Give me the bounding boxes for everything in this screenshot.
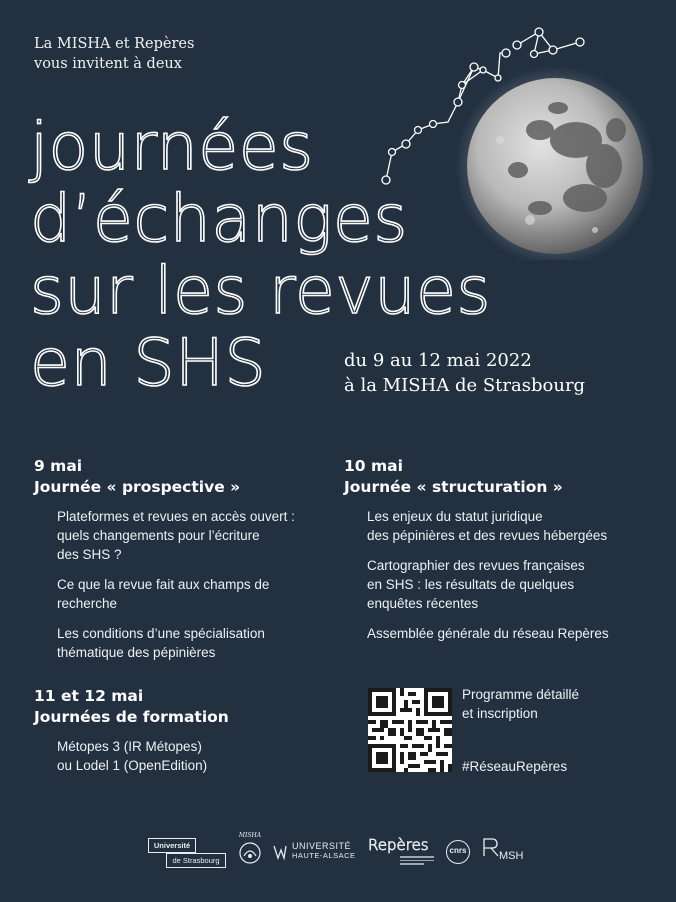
unistra-logo [148,838,226,868]
session-line: Assemblée générale du réseau Repères [367,626,609,641]
day-9-mai [34,456,295,673]
program-line-2: et inscription [462,706,538,721]
day-11-12-mai [34,686,229,786]
session-item [57,575,295,613]
msh-label: MSH [499,850,524,862]
dates-line-1: du 9 au 12 mai 2022 [344,350,532,371]
cnrs-label: cnrs [449,846,467,855]
event-dates [344,348,585,398]
session-line: Les conditions d’une spécialisation [57,626,265,641]
hashtag: #RéseauRepères [462,759,568,774]
session-line: enquêtes récentes [367,596,479,611]
intro-line-2: vous invitent à deux [34,56,182,72]
session-line: ou Lodel 1 (OpenEdition) [57,758,208,773]
day-name: Journée « structuration » [344,478,563,496]
unistra-bottom: de Strasbourg [166,853,226,868]
session-item [367,507,609,545]
day-name: Journées de formation [34,708,229,726]
program-info [462,685,579,723]
msh-logo [482,836,526,868]
session-item [367,556,609,613]
session-line: recherche [57,596,118,611]
program-line-1: Programme détaillé [462,687,580,702]
session-line: en SHS : les résultats de quelques [367,577,575,592]
title-line-3: sur les revues [30,254,491,329]
session-line: Plateformes et revues en accès ouvert : [57,509,295,524]
partner-logos [0,832,676,872]
reperes-logo [368,836,438,870]
uha-logo [272,840,362,864]
day-name: Journée « prospective » [34,478,241,496]
misha-logo [236,832,264,868]
title-line-4: en SHS [30,326,267,401]
day-date: 10 mai [344,457,403,475]
session-line: des SHS ? [57,547,122,562]
reperes-subtext [400,856,434,866]
cnrs-logo [446,840,470,864]
day-date: 11 et 12 mai [34,687,144,705]
session-item [57,737,229,775]
session-item [57,624,295,662]
misha-emblem-icon [238,841,262,865]
session-line: des pépinières et des revues hébergées [367,528,608,543]
session-item [367,624,609,643]
session-line: Ce que la revue fait aux champs de [57,577,270,592]
session-line: Les enjeux du statut juridique [367,509,543,524]
intro-text [34,34,194,74]
day-date: 9 mai [34,457,83,475]
unistra-top: Université [148,838,196,853]
misha-label: MISHA [238,832,262,839]
intro-line-1: La MISHA et Repères [34,36,195,52]
qr-code[interactable] [368,688,452,772]
title-line-1: journées [30,110,314,185]
uha-line-1: UNIVERSITÉ [292,841,352,851]
title-line-2: d’échanges [30,182,408,257]
uha-emblem-icon [272,842,288,862]
day-10-mai [344,456,609,654]
reperes-label: Repères [368,836,429,854]
session-line: quels changements pour l’écriture [57,528,260,543]
session-line: Métopes 3 (IR Métopes) [57,739,202,754]
uha-line-2: HAUTE-ALSACE [292,851,356,860]
session-item [57,507,295,564]
session-line: thématique des pépinières [57,645,216,660]
dates-line-2: à la MISHA de Strasbourg [344,375,586,396]
session-line: Cartographier des revues françaises [367,558,585,573]
